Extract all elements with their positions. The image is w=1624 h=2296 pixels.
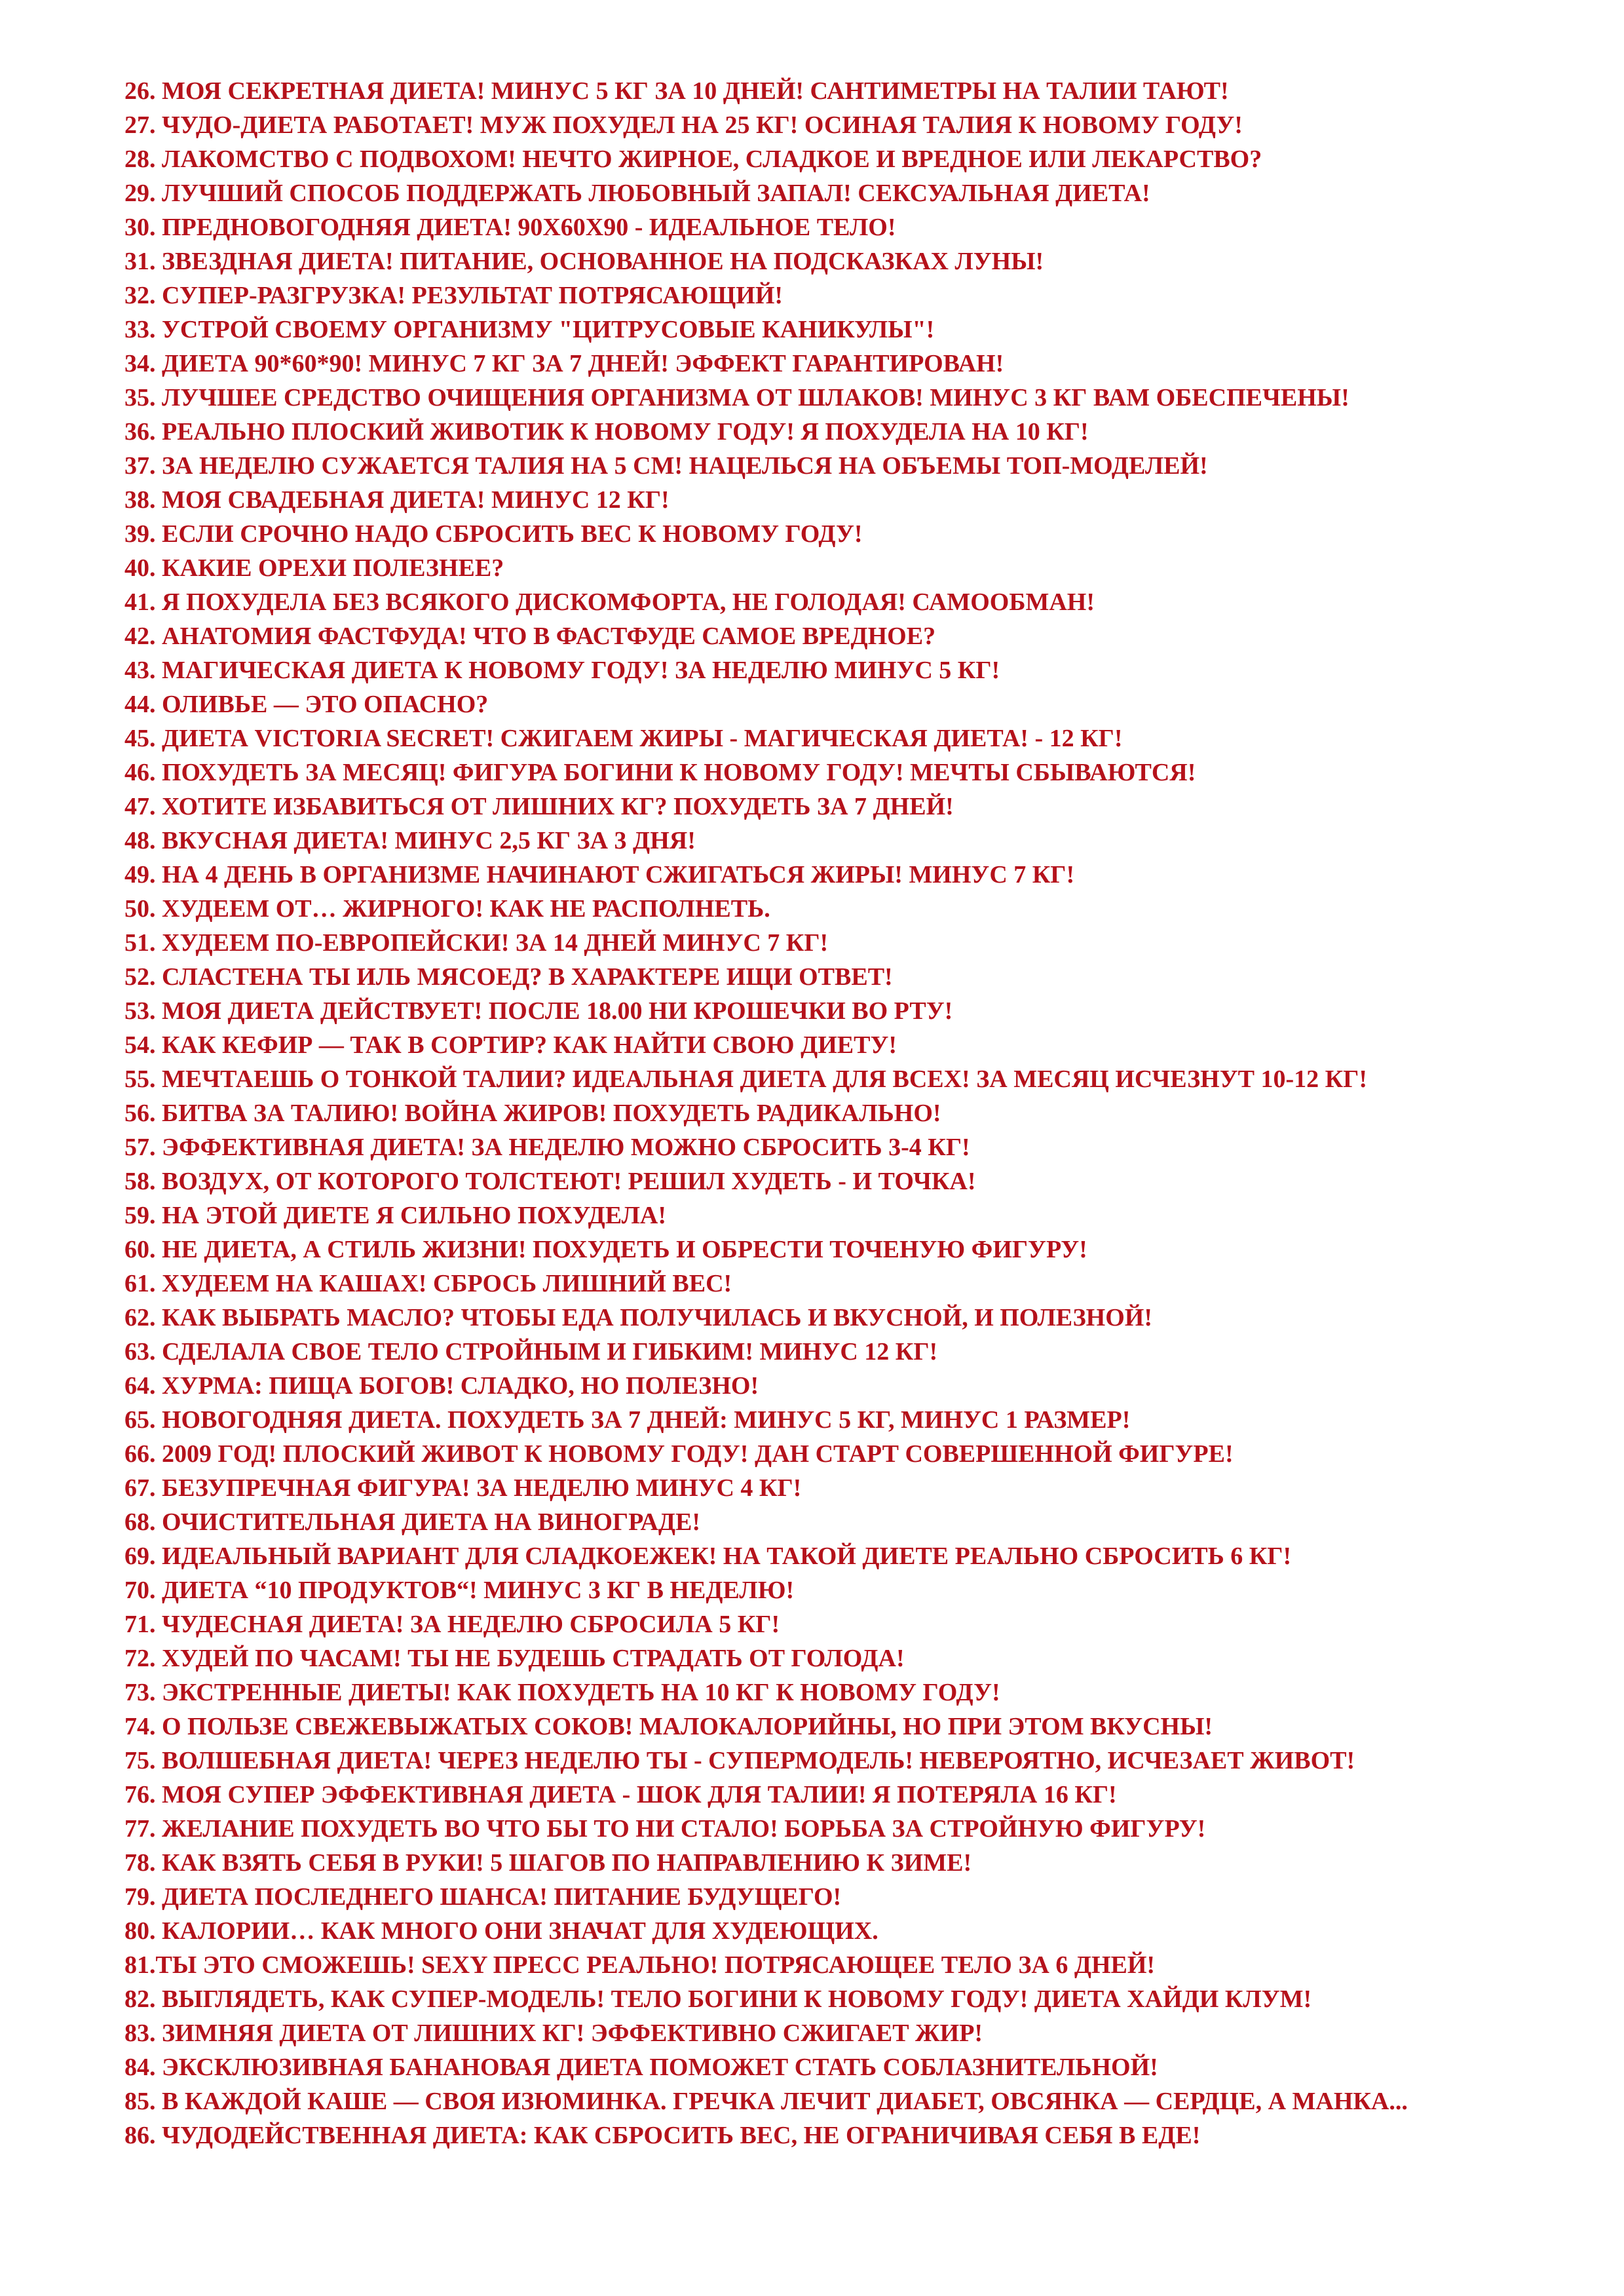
list-item: 77. ЖЕЛАНИЕ ПОХУДЕТЬ ВО ЧТО БЫ ТО НИ СТАЛО! БОРЬБА ЗА СТРОЙНУЮ ФИГУРУ!: [124, 1815, 1206, 1843]
list-item: 57. ЭФФЕКТИВНАЯ ДИЕТА! ЗА НЕДЕЛЮ МОЖНО СБРОСИТЬ 3-4 КГ!: [124, 1134, 970, 1161]
list-item: 55. МЕЧТАЕШЬ О ТОНКОЙ ТАЛИИ? ИДЕАЛЬНАЯ ДИЕТА ДЛЯ ВСЕХ! ЗА МЕСЯЦ ИСЧЕЗНУТ 10-12 КГ!: [124, 1065, 1367, 1093]
list-item: 32. СУПЕР-РАЗГРУЗКА! РЕЗУЛЬТАТ ПОТРЯСАЮЩИЙ!: [124, 282, 784, 309]
list-item: 78. КАК ВЗЯТЬ СЕБЯ В РУКИ! 5 ШАГОВ ПО НАПРАВЛЕНИЮ К ЗИМЕ!: [124, 1849, 972, 1877]
list-item: 53. МОЯ ДИЕТА ДЕЙСТВУЕТ! ПОСЛЕ 18.00 НИ КРОШЕЧКИ ВО РТУ!: [124, 997, 953, 1025]
list-item: 74. О ПОЛЬЗЕ СВЕЖЕВЫЖАТЫХ СОКОВ! МАЛОКАЛОРИЙНЫ, НО ПРИ ЭТОМ ВКУСНЫ!: [124, 1713, 1213, 1740]
list-item: 46. ПОХУДЕТЬ ЗА МЕСЯЦ! ФИГУРА БОГИНИ К НОВОМУ ГОДУ! МЕЧТЫ СБЫВАЮТСЯ!: [124, 759, 1196, 786]
list-item: 47. ХОТИТЕ ИЗБАВИТЬСЯ ОТ ЛИШНИХ КГ? ПОХУДЕТЬ ЗА 7 ДНЕЙ!: [124, 793, 954, 820]
list-item: 26. МОЯ СЕКРЕТНАЯ ДИЕТА! МИНУС 5 КГ ЗА 10 ДНЕЙ! САНТИМЕТРЫ НА ТАЛИИ ТАЮТ!: [124, 77, 1229, 105]
list-item: 51. ХУДЕЕМ ПО-ЕВРОПЕЙСКИ! ЗА 14 ДНЕЙ МИНУС 7 КГ!: [124, 929, 829, 957]
list-item: 35. ЛУЧШЕЕ СРЕДСТВО ОЧИЩЕНИЯ ОРГАНИЗМА ОТ ШЛАКОВ! МИНУС 3 КГ ВАМ ОБЕСПЕЧЕНЫ!: [124, 384, 1350, 411]
list-item: 80. КАЛОРИИ… КАК МНОГО ОНИ ЗНАЧАТ ДЛЯ ХУДЕЮЩИХ.: [124, 1917, 878, 1945]
list-item: 29. ЛУЧШИЙ СПОСОБ ПОДДЕРЖАТЬ ЛЮБОВНЫЙ ЗАПАЛ! СЕКСУАЛЬНАЯ ДИЕТА!: [124, 180, 1150, 207]
list-item: 27. ЧУДО-ДИЕТА РАБОТАЕТ! МУЖ ПОХУДЕЛ НА 25 КГ! ОСИНАЯ ТАЛИЯ К НОВОМУ ГОДУ!: [124, 111, 1243, 139]
list-item: 59. НА ЭТОЙ ДИЕТЕ Я СИЛЬНО ПОХУДЕЛА!: [124, 1202, 667, 1229]
list-item: 34. ДИЕТА 90*60*90! МИНУС 7 КГ ЗА 7 ДНЕЙ! ЭФФЕКТ ГАРАНТИРОВАН!: [124, 350, 1004, 377]
list-item: 33. УСТРОЙ СВОЕМУ ОРГАНИЗМУ "ЦИТРУСОВЫЕ КАНИКУЛЫ"!: [124, 316, 935, 343]
list-item: 44. ОЛИВЬЕ — ЭТО ОПАСНО?: [124, 691, 489, 718]
list-item: 63. СДЕЛАЛА СВОЕ ТЕЛО СТРОЙНЫМ И ГИБКИМ! МИНУС 12 КГ!: [124, 1338, 938, 1366]
list-item: 64. ХУРМА: ПИЩА БОГОВ! СЛАДКО, НО ПОЛЕЗНО!: [124, 1372, 759, 1400]
list-item: 81.ТЫ ЭТО СМОЖЕШЬ! SEXY ПРЕСС РЕАЛЬНО! ПОТРЯСАЮЩЕЕ ТЕЛО ЗА 6 ДНЕЙ!: [124, 1951, 1156, 1979]
list-item: 73. ЭКСТРЕННЫЕ ДИЕТЫ! КАК ПОХУДЕТЬ НА 10 КГ К НОВОМУ ГОДУ!: [124, 1679, 1000, 1706]
document-page: [124, 74, 1513, 2152]
list-item: 40. КАКИЕ ОРЕХИ ПОЛЕЗНЕЕ?: [124, 554, 504, 582]
list-item: 41. Я ПОХУДЕЛА БЕЗ ВСЯКОГО ДИСКОМФОРТА, НЕ ГОЛОДАЯ! САМООБМАН!: [124, 588, 1095, 616]
list-item: 66. 2009 ГОД! ПЛОСКИЙ ЖИВОТ К НОВОМУ ГОДУ! ДАН СТАРТ СОВЕРШЕННОЙ ФИГУРЕ!: [124, 1440, 1234, 1468]
list-item: 71. ЧУДЕСНАЯ ДИЕТА! ЗА НЕДЕЛЮ СБРОСИЛА 5 КГ!: [124, 1611, 780, 1638]
list-item: 45. ДИЕТА VICTORIA SECRET! СЖИГАЕМ ЖИРЫ - МАГИЧЕСКАЯ ДИЕТА! - 12 КГ!: [124, 725, 1123, 752]
list-item: 37. ЗА НЕДЕЛЮ СУЖАЕТСЯ ТАЛИЯ НА 5 СМ! НАЦЕЛЬСЯ НА ОБЪЕМЫ ТОП-МОДЕЛЕЙ!: [124, 452, 1208, 480]
list-item: 69. ИДЕАЛЬНЫЙ ВАРИАНТ ДЛЯ СЛАДКОЕЖЕК! НА ТАКОЙ ДИЕТЕ РЕАЛЬНО СБРОСИТЬ 6 КГ!: [124, 1542, 1292, 1570]
list-item: 43. МАГИЧЕСКАЯ ДИЕТА К НОВОМУ ГОДУ! ЗА НЕДЕЛЮ МИНУС 5 КГ!: [124, 657, 1000, 684]
list-item: 60. НЕ ДИЕТА, А СТИЛЬ ЖИЗНИ! ПОХУДЕТЬ И ОБРЕСТИ ТОЧЕНУЮ ФИГУРУ!: [124, 1236, 1087, 1263]
list-item: 30. ПРЕДНОВОГОДНЯЯ ДИЕТА! 90Х60Х90 - ИДЕАЛЬНОЕ ТЕЛО!: [124, 214, 896, 241]
list-item: 70. ДИЕТА “10 ПРОДУКТОВ“! МИНУС 3 КГ В НЕДЕЛЮ!: [124, 1577, 795, 1604]
list-item: 79. ДИЕТА ПОСЛЕДНЕГО ШАНСА! ПИТАНИЕ БУДУЩЕГО!: [124, 1883, 842, 1911]
list-item: 86. ЧУДОДЕЙСТВЕННАЯ ДИЕТА: КАК СБРОСИТЬ ВЕС, НЕ ОГРАНИЧИВАЯ СЕБЯ В ЕДЕ!: [124, 2122, 1201, 2149]
list-item: 50. ХУДЕЕМ ОТ… ЖИРНОГО! КАК НЕ РАСПОЛНЕТЬ.: [124, 895, 770, 923]
list-item: 56. БИТВА ЗА ТАЛИЮ! ВОЙНА ЖИРОВ! ПОХУДЕТЬ РАДИКАЛЬНО!: [124, 1100, 941, 1127]
list-item: 52. СЛАСТЕНА ТЫ ИЛЬ МЯСОЕД? В ХАРАКТЕРЕ ИЩИ ОТВЕТ!: [124, 963, 893, 991]
list-item: 76. МОЯ СУПЕР ЭФФЕКТИВНАЯ ДИЕТА - ШОК ДЛЯ ТАЛИИ! Я ПОТЕРЯЛА 16 КГ!: [124, 1781, 1117, 1808]
list-item: 58. ВОЗДУХ, ОТ КОТОРОГО ТОЛСТЕЮТ! РЕШИЛ ХУДЕТЬ - И ТОЧКА!: [124, 1168, 976, 1195]
list-item: 28. ЛАКОМСТВО С ПОДВОХОМ! НЕЧТО ЖИРНОЕ, СЛАДКОЕ И ВРЕДНОЕ ИЛИ ЛЕКАРСТВО?: [124, 145, 1262, 173]
list-item: 68. ОЧИСТИТЕЛЬНАЯ ДИЕТА НА ВИНОГРАДЕ!: [124, 1508, 701, 1536]
list-item: 42. АНАТОМИЯ ФАСТФУДА! ЧТО В ФАСТФУДЕ САМОЕ ВРЕДНОЕ?: [124, 622, 936, 650]
list-item: 31. ЗВЕЗДНАЯ ДИЕТА! ПИТАНИЕ, ОСНОВАННОЕ НА ПОДСКАЗКАХ ЛУНЫ!: [124, 248, 1044, 275]
list-item: 65. НОВОГОДНЯЯ ДИЕТА. ПОХУДЕТЬ ЗА 7 ДНЕЙ: МИНУС 5 КГ, МИНУС 1 РАЗМЕР!: [124, 1406, 1131, 1434]
list-item: 85. В КАЖДОЙ КАШЕ — СВОЯ ИЗЮМИНКА. ГРЕЧКА ЛЕЧИТ ДИАБЕТ, ОВСЯНКА — СЕРДЦЕ, А МАНКА...: [124, 2088, 1408, 2115]
list-item: 72. ХУДЕЙ ПО ЧАСАМ! ТЫ НЕ БУДЕШЬ СТРАДАТЬ ОТ ГОЛОДА!: [124, 1645, 905, 1672]
list-item: 39. ЕСЛИ СРОЧНО НАДО СБРОСИТЬ ВЕС К НОВОМУ ГОДУ!: [124, 520, 863, 548]
list-item: 83. ЗИМНЯЯ ДИЕТА ОТ ЛИШНИХ КГ! ЭФФЕКТИВНО СЖИГАЕТ ЖИР!: [124, 2019, 983, 2047]
list-item: 61. ХУДЕЕМ НА КАШАХ! СБРОСЬ ЛИШНИЙ ВЕС!: [124, 1270, 732, 1297]
list-item: 36. РЕАЛЬНО ПЛОСКИЙ ЖИВОТИК К НОВОМУ ГОДУ! Я ПОХУДЕЛА НА 10 КГ!: [124, 418, 1089, 446]
list-item: 38. МОЯ СВАДЕБНАЯ ДИЕТА! МИНУС 12 КГ!: [124, 486, 670, 514]
list-item: 62. КАК ВЫБРАТЬ МАСЛО? ЧТОБЫ ЕДА ПОЛУЧИЛАСЬ И ВКУСНОЙ, И ПОЛЕЗНОЙ!: [124, 1304, 1152, 1331]
headline-list: [124, 74, 1513, 2152]
list-item: 84. ЭКСКЛЮЗИВНАЯ БАНАНОВАЯ ДИЕТА ПОМОЖЕТ СТАТЬ СОБЛАЗНИТЕЛЬНОЙ!: [124, 2054, 1158, 2081]
list-item: 67. БЕЗУПРЕЧНАЯ ФИГУРА! ЗА НЕДЕЛЮ МИНУС 4 КГ!: [124, 1474, 802, 1502]
list-item: 48. ВКУСНАЯ ДИЕТА! МИНУС 2,5 КГ ЗА 3 ДНЯ!: [124, 827, 696, 854]
list-item: 49. НА 4 ДЕНЬ В ОРГАНИЗМЕ НАЧИНАЮТ СЖИГАТЬСЯ ЖИРЫ! МИНУС 7 КГ!: [124, 861, 1075, 889]
list-item: 54. КАК КЕФИР — ТАК В СОРТИР? КАК НАЙТИ СВОЮ ДИЕТУ!: [124, 1031, 897, 1059]
list-item: 75. ВОЛШЕБНАЯ ДИЕТА! ЧЕРЕЗ НЕДЕЛЮ ТЫ - СУПЕРМОДЕЛЬ! НЕВЕРОЯТНО, ИСЧЕЗАЕТ ЖИВОТ!: [124, 1747, 1355, 1774]
list-item: 82. ВЫГЛЯДЕТЬ, КАК СУПЕР-МОДЕЛЬ! ТЕЛО БОГИНИ К НОВОМУ ГОДУ! ДИЕТА ХАЙДИ КЛУМ!: [124, 1985, 1312, 2013]
